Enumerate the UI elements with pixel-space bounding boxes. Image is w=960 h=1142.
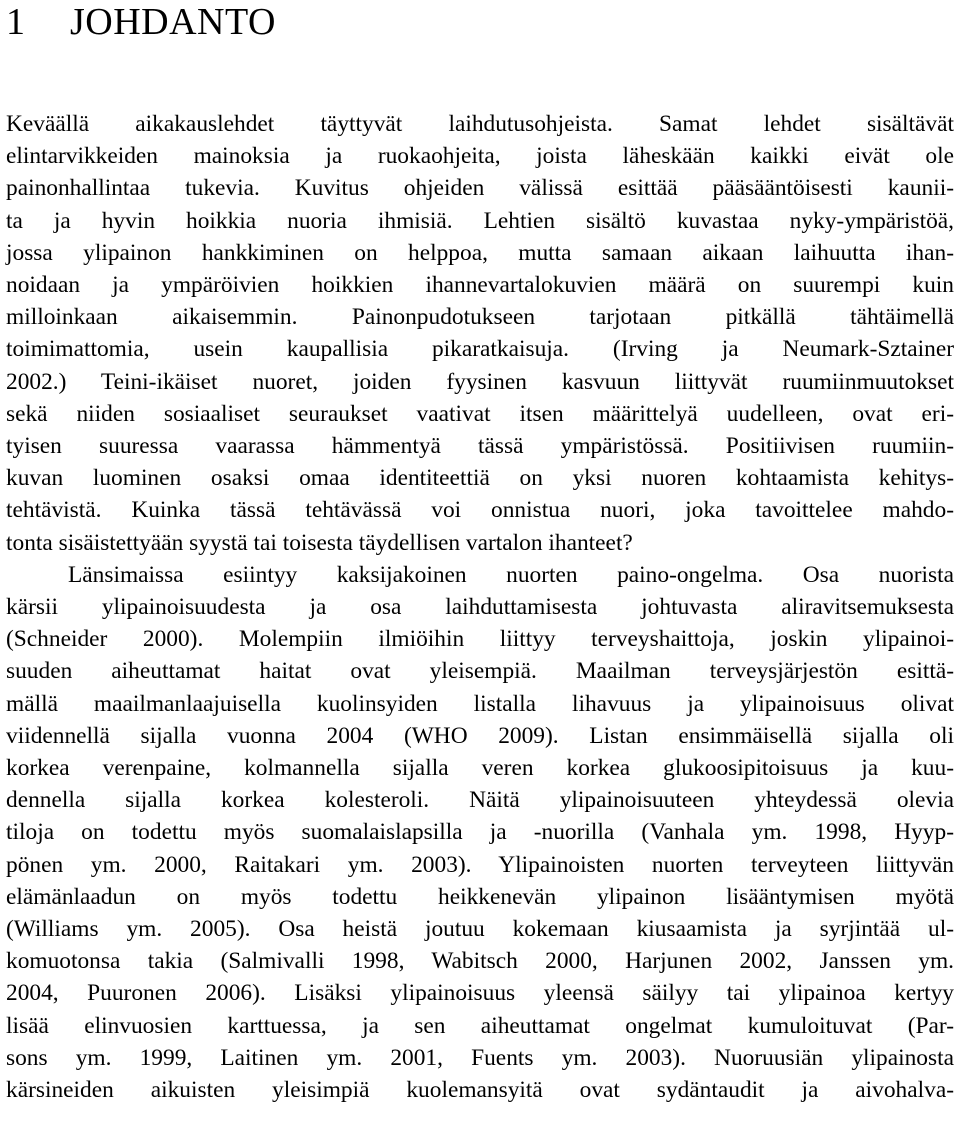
paragraph-line: kärsineiden aikuisten yleisimpiä kuolemansyitä ovat sydäntaudit ja aivohalva- (6, 1077, 954, 1104)
chapter-number: 1 (6, 1, 26, 43)
paragraph-line: (Williams ym. 2005). Osa heistä joutuu kokemaan kiusaamista ja syrjintää ul- (6, 916, 954, 943)
paragraph-line: korkea verenpaine, kolmannella sijalla veren korkea glukoosipitoisuus ja kuu- (6, 755, 954, 782)
paragraph-line: painonhallintaa tukevia. Kuvitus ohjeiden välissä esittää pääsääntöisesti kaunii- (6, 175, 954, 202)
paragraph-line: sons ym. 1999, Laitinen ym. 2001, Fuents ym. 2003). Nuoruusiän ylipainosta (6, 1044, 954, 1071)
body-text (6, 108, 954, 1106)
paragraph-line: dennella sijalla korkea kolesteroli. Näitä ylipainoisuuteen yhteydessä olevia (6, 787, 954, 814)
paragraph-1 (6, 108, 954, 559)
paragraph-line: elämänlaadun on myös todettu heikkenevän ylipainon lisääntymisen myötä (6, 883, 954, 910)
paragraph-line: tehtävistä. Kuinka tässä tehtävässä voi onnistua nuori, joka tavoittelee mahdo- (6, 497, 954, 524)
paragraph-line: ta ja hyvin hoikkia nuoria ihmisiä. Lehtien sisältö kuvastaa nyky-ympäristöä, (6, 207, 954, 234)
paragraph-line: kärsii ylipainoisuudesta ja osa laihduttamisesta johtuvasta aliravitsemuksesta (6, 594, 954, 621)
paragraph-line: toimimattomia, usein kaupallisia pikaratkaisuja. (Irving ja Neumark-Sztainer (6, 336, 954, 363)
paragraph-line: komuotonsa takia (Salmivalli 1998, Wabitsch 2000, Harjunen 2002, Janssen ym. (6, 948, 954, 975)
paragraph-line: tiloja on todettu myös suomalaislapsilla ja -nuorilla (Vanhala ym. 1998, Hyyp- (6, 819, 954, 846)
paragraph-line: Keväällä aikakauslehdet täyttyvät laihdutusohjeista. Samat lehdet sisältävät (6, 111, 954, 137)
paragraph-line: suuden aiheuttamat haitat ovat yleisempiä. Maailman terveysjärjestön esittä- (6, 658, 954, 685)
chapter-title: JOHDANTO (70, 1, 276, 43)
paragraph-line: kuvan luominen osaksi omaa identiteettiä on yksi nuoren kohtaamista kehitys- (6, 465, 954, 492)
paragraph-line: viidennellä sijalla vuonna 2004 (WHO 2009). Listan ensimmäisellä sijalla oli (6, 722, 954, 749)
paragraph-line: tonta sisäistettyään syystä tai toisesta täydellisen vartalon ihanteet? (6, 529, 633, 556)
paragraph-line: lisää elinvuosien karttuessa, ja sen aiheuttamat ongelmat kumuloituvat (Par- (6, 1012, 954, 1039)
paragraph-line: pönen ym. 2000, Raitakari ym. 2003). Ylipainoisten nuorten terveyteen liittyvän (6, 851, 954, 878)
paragraph-line: sekä niiden sosiaaliset seuraukset vaativat itsen määrittelyä uudelleen, ovat eri- (6, 400, 954, 427)
paragraph-line: Länsimaissa esiintyy kaksijakoinen nuorten paino-ongelma. Osa nuorista (68, 561, 954, 588)
paragraph-line: 2004, Puuronen 2006). Lisäksi ylipainoisuus yleensä säilyy tai ylipainoa kertyy (6, 980, 954, 1007)
paragraph-2 (6, 559, 954, 1106)
paragraph-line: elintarvikkeiden mainoksia ja ruokaohjeita, joista läheskään kaikki eivät ole (6, 143, 954, 170)
document-page (6, 0, 954, 1106)
paragraph-line: 2002.) Teini-ikäiset nuoret, joiden fyysinen kasvuun liittyvät ruumiinmuutokset (6, 368, 954, 395)
paragraph-line: tyisen suuressa vaarassa hämmentyä tässä ympäristössä. Positiivisen ruumiin- (6, 433, 954, 460)
paragraph-line: noidaan ja ympäröivien hoikkien ihannevartalokuvien määrä on suurempi kuin (6, 272, 954, 299)
chapter-heading (6, 0, 954, 42)
paragraph-line: jossa ylipainon hankkiminen on helppoa, mutta samaan aikaan laihuutta ihan- (6, 239, 954, 266)
paragraph-line: milloinkaan aikaisemmin. Painonpudotukseen tarjotaan pitkällä tähtäimellä (6, 304, 954, 331)
paragraph-line: (Schneider 2000). Molempiin ilmiöihin liittyy terveyshaittoja, joskin ylipainoi- (6, 626, 954, 653)
paragraph-line: mällä maailmanlaajuisella kuolinsyiden listalla lihavuus ja ylipainoisuus olivat (6, 690, 954, 717)
